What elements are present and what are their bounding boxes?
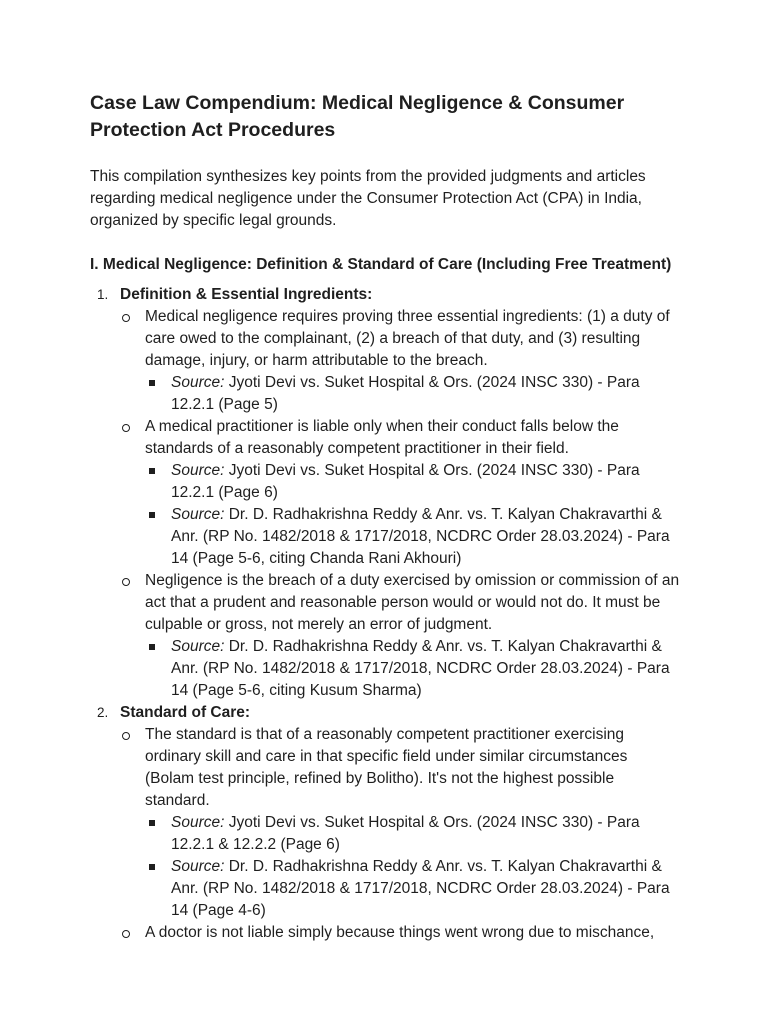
source-citation [171, 504, 680, 570]
source-list [145, 460, 680, 570]
point-text: The standard is that of a reasonably competent practitioner exercising ordinary skill and care in that specific field under similar circumstances (Bolam test principle, refined by Bolitho). It's not the highest possible standard. [145, 726, 628, 809]
square-bullet-icon [149, 468, 155, 474]
source-citation [171, 812, 680, 856]
source-text: Jyoti Devi vs. Suket Hospital & Ors. (2024 INSC 330) - Para 12.2.1 & 12.2.2 (Page 6) [171, 814, 640, 853]
source-label: Source: [171, 858, 225, 875]
source-item [145, 856, 680, 922]
source-label: Source: [171, 814, 225, 831]
square-bullet-icon [149, 644, 155, 650]
square-bullet-icon [149, 864, 155, 870]
point-item [120, 570, 680, 702]
document-title: Case Law Compendium: Medical Negligence & Consumer Protection Act Procedures [90, 92, 625, 141]
source-text: Dr. D. Radhakrishna Reddy & Anr. vs. T. Kalyan Chakravarthi & Anr. (RP No. 1482/2018 & 1717/2018, NCDRC Order 28.03.2024) - Para 14 (Page 5-6, citing Chanda Rani Akhouri) [171, 506, 670, 567]
source-item [145, 460, 680, 504]
source-citation [171, 636, 680, 702]
point-item [120, 306, 680, 416]
source-text: Dr. D. Radhakrishna Reddy & Anr. vs. T. Kalyan Chakravarthi & Anr. (RP No. 1482/2018 & 1717/2018, NCDRC Order 28.03.2024) - Para 14 (Page 4-6) [171, 858, 670, 919]
subsection-list [90, 284, 680, 944]
source-label: Source: [171, 506, 225, 523]
subsection-number: 1. [97, 287, 109, 302]
source-label: Source: [171, 638, 225, 655]
subsection-item [90, 702, 680, 944]
source-citation [171, 460, 680, 504]
circle-bullet-icon [122, 578, 130, 586]
intro-paragraph: This compilation synthesizes key points from the provided judgments and articles regarding medical negligence under the Consumer Protection Act (CPA) in India, organized by specific legal grounds. [90, 168, 646, 229]
subsection-title: Definition & Essential Ingredients: [120, 286, 373, 303]
circle-bullet-icon [122, 930, 130, 938]
subsection-number: 2. [97, 705, 109, 720]
source-item [145, 504, 680, 570]
circle-bullet-icon [122, 424, 130, 432]
source-text: Dr. D. Radhakrishna Reddy & Anr. vs. T. Kalyan Chakravarthi & Anr. (RP No. 1482/2018 & 1717/2018, NCDRC Order 28.03.2024) - Para 14 (Page 5-6, citing Kusum Sharma) [171, 638, 670, 699]
source-text: Jyoti Devi vs. Suket Hospital & Ors. (2024 INSC 330) - Para 12.2.1 (Page 5) [171, 374, 640, 413]
point-list [120, 724, 680, 944]
source-text: Jyoti Devi vs. Suket Hospital & Ors. (2024 INSC 330) - Para 12.2.1 (Page 6) [171, 462, 640, 501]
document-content [90, 90, 680, 944]
source-item [145, 372, 680, 416]
source-item [145, 636, 680, 702]
source-label: Source: [171, 374, 225, 391]
subsection-item [90, 284, 680, 702]
circle-bullet-icon [122, 732, 130, 740]
source-citation [171, 372, 680, 416]
point-text: A doctor is not liable simply because things went wrong due to mischance, [145, 924, 655, 941]
circle-bullet-icon [122, 314, 130, 322]
source-list [145, 636, 680, 702]
source-citation [171, 856, 680, 922]
source-item [145, 812, 680, 856]
subsection-title: Standard of Care: [120, 704, 251, 721]
point-text: A medical practitioner is liable only when their conduct falls below the standards of a reasonably competent practitioner in their field. [145, 418, 619, 457]
source-list [145, 372, 680, 416]
point-text: Negligence is the breach of a duty exercised by omission or commission of an act that a prudent and reasonable person would or would not do. It must be culpable or gross, not merely an error of judgment. [145, 572, 680, 633]
square-bullet-icon [149, 820, 155, 826]
point-item [120, 724, 680, 922]
section-heading: I. Medical Negligence: Definition & Standard of Care (Including Free Treatment) [90, 256, 672, 273]
point-text: Medical negligence requires proving three essential ingredients: (1) a duty of care owed to the complainant, (2) a breach of that duty, and (3) resulting damage, injury, or harm attributable to the breach. [145, 308, 670, 369]
point-item [120, 922, 680, 944]
square-bullet-icon [149, 380, 155, 386]
source-label: Source: [171, 462, 225, 479]
point-list [120, 306, 680, 702]
point-item [120, 416, 680, 570]
source-list [145, 812, 680, 922]
square-bullet-icon [149, 512, 155, 518]
